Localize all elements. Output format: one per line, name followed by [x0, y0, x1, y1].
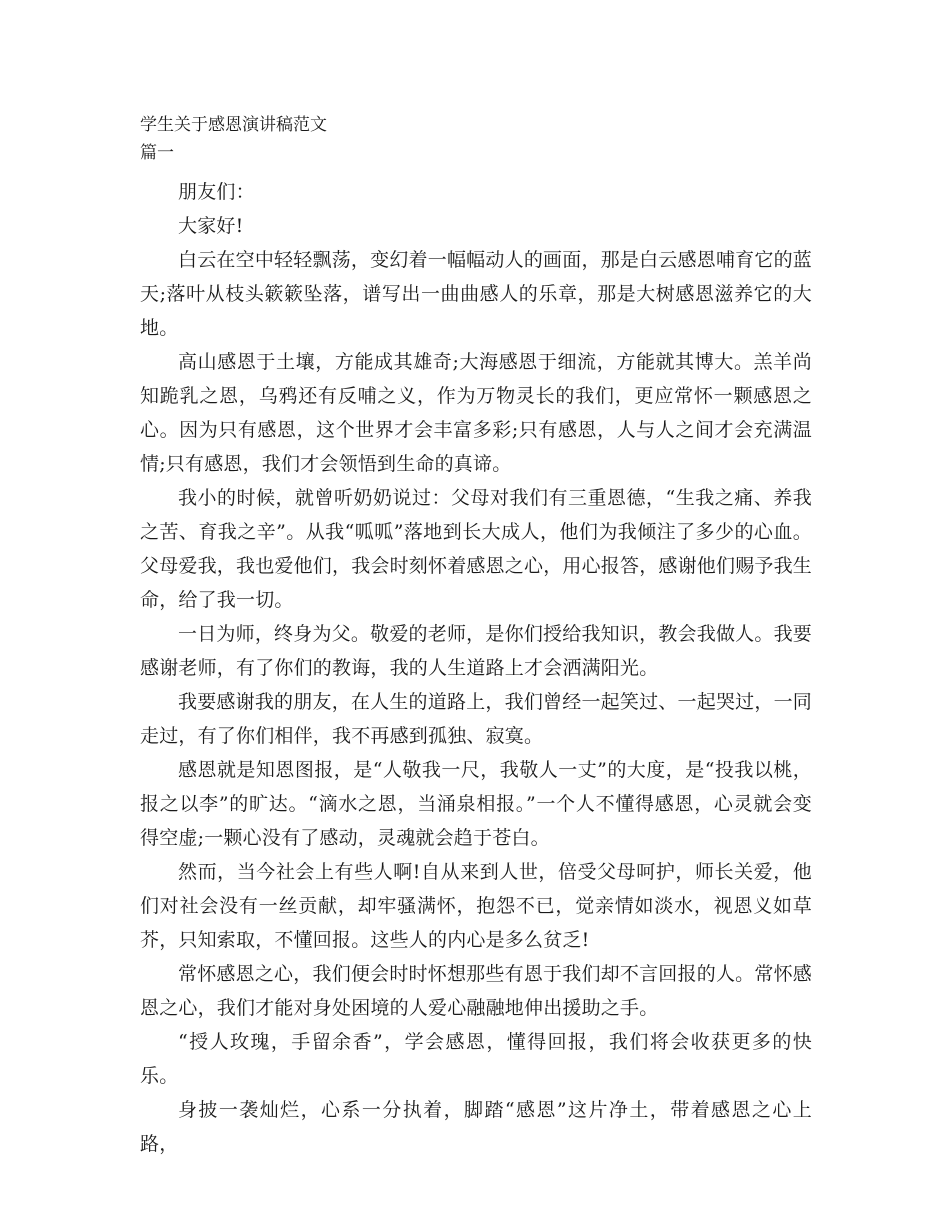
paragraph: 白云在空中轻轻飘荡，变幻着一幅幅动人的画面，那是白云感恩哺育它的蓝天;落叶从枝头簌簌坠落，谱写出一曲曲感人的乐章，那是大树感恩滋养它的大地。: [140, 249, 812, 339]
paragraph: 我要感谢我的朋友，在人生的道路上，我们曾经一起笑过、一起哭过，一同走过，有了你们相伴，我不再感到孤独、寂寞。: [140, 691, 812, 747]
document-page: [140, 113, 812, 1161]
paragraph: 感恩就是知恩图报，是“人敬我一尺，我敬人一丈”的大度，是“投我以桃，报之以李”的旷达。“滴水之恩，当涌泉相报。”一个人不懂得感恩，心灵就会变得空虚;一颗心没有了感动，灵魂就会趋于苍白。: [140, 759, 812, 849]
paragraph: 然而，当今社会上有些人啊!自从来到人世，倍受父母呵护，师长关爱，他们对社会没有一丝贡献，却牢骚满怀，抱怨不已，觉亲情如淡水，视恩义如草芥，只知索取，不懂回报。这些人的内心是多么贫乏!: [140, 861, 812, 951]
paragraph-greeting: 朋友们：: [178, 181, 255, 203]
paragraph: 高山感恩于土壤，方能成其雄奇;大海感恩于细流，方能就其博大。羔羊尚知跪乳之恩，乌鸦还有反哺之义，作为万物灵长的我们，更应常怀一颗感恩之心。因为只有感恩，这个世界才会丰富多彩;只有感恩，人与人之间才会充满温情;只有感恩，我们才会领悟到生命的真谛。: [140, 351, 812, 475]
paragraph: 身披一袭灿烂，心系一分执着，脚踏“感恩”这片净土，带着感恩之心上路，: [140, 1099, 812, 1155]
paragraph: 一日为师，终身为父。敬爱的老师，是你们授给我知识，教会我做人。我要感谢老师，有了你们的教诲，我的人生道路上才会洒满阳光。: [140, 623, 812, 679]
section-heading: 篇一: [140, 143, 174, 163]
paragraph: 常怀感恩之心，我们便会时时怀想那些有恩于我们却不言回报的人。常怀感恩之心，我们才能对身处困境的人爱心融融地伸出援助之手。: [140, 963, 812, 1019]
document-title: 学生关于感恩演讲稿范文: [140, 115, 327, 135]
paragraph: 我小的时候，就曾听奶奶说过：父母对我们有三重恩德，“生我之痛、养我之苦、育我之辛”。从我“呱呱”落地到长大成人，他们为我倾注了多少的心血。父母爱我，我也爱他们，我会时刻怀着感恩之心，用心报答，感谢他们赐予我生命，给了我一切。: [140, 487, 813, 611]
paragraph-hello: 大家好!: [178, 215, 244, 237]
paragraph: “授人玫瑰，手留余香”，学会感恩，懂得回报，我们将会收获更多的快乐。: [140, 1031, 812, 1087]
